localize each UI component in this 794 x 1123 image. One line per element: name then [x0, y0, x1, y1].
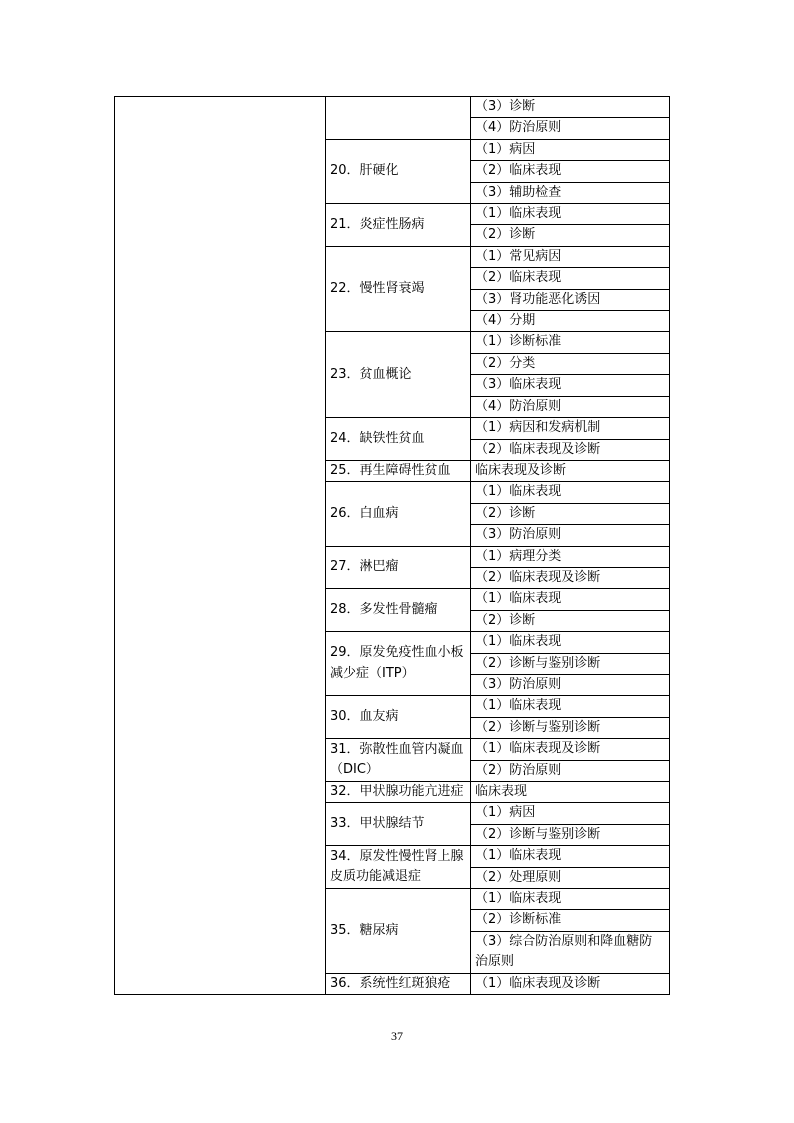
topic-cell: 26．白血病 — [326, 482, 471, 546]
topic-cell: 30．血友病 — [326, 696, 471, 739]
item-cell: （2）诊断 — [471, 503, 670, 524]
item-cell: （3）综合防治原则和降血糖防治原则 — [471, 931, 670, 973]
topic-cell: 33．甲状腺结节 — [326, 803, 471, 846]
topic-cell: 34．原发性慢性肾上腺皮质功能减退症 — [326, 846, 471, 889]
item-cell: （4）防治原则 — [471, 396, 670, 417]
topic-cell — [326, 97, 471, 140]
item-cell: （1）临床表现 — [471, 696, 670, 717]
item-cell: （2）临床表现 — [471, 268, 670, 289]
item-cell: （2）临床表现及诊断 — [471, 439, 670, 460]
item-cell: （2）分类 — [471, 353, 670, 374]
item-cell: （2）防治原则 — [471, 760, 670, 781]
topic-cell: 23．贫血概论 — [326, 332, 471, 418]
item-cell: 临床表现 — [471, 782, 670, 803]
item-cell: （1）临床表现及诊断 — [471, 739, 670, 760]
topic-cell: 36．系统性红斑狼疮 — [326, 973, 471, 994]
topic-cell: 25．再生障碍性贫血 — [326, 460, 471, 481]
topic-cell: 22．慢性肾衰竭 — [326, 246, 471, 332]
topic-cell: 24．缺铁性贫血 — [326, 418, 471, 461]
topic-cell: 35．糖尿病 — [326, 889, 471, 974]
topic-cell: 29．原发免疫性血小板减少症（ITP） — [326, 632, 471, 696]
item-cell: （1）临床表现 — [471, 632, 670, 653]
syllabus-table — [114, 96, 670, 995]
item-cell: （2）临床表现及诊断 — [471, 567, 670, 588]
topic-cell: 21．炎症性肠病 — [326, 204, 471, 247]
item-cell: （4）分期 — [471, 311, 670, 332]
item-cell: （1）诊断标准 — [471, 332, 670, 353]
item-cell: （2）诊断与鉴别诊断 — [471, 717, 670, 738]
item-cell: （2）诊断 — [471, 610, 670, 631]
topic-cell: 20．肝硬化 — [326, 139, 471, 203]
item-cell: （3）辅助检查 — [471, 182, 670, 203]
topic-cell: 27．淋巴瘤 — [326, 546, 471, 589]
item-cell: （2）诊断标准 — [471, 910, 670, 931]
item-cell: （3）临床表现 — [471, 375, 670, 396]
category-cell — [115, 97, 326, 995]
item-cell: 临床表现及诊断 — [471, 460, 670, 481]
item-cell: （1）临床表现 — [471, 204, 670, 225]
topic-cell: 28．多发性骨髓瘤 — [326, 589, 471, 632]
item-cell: （3）防治原则 — [471, 525, 670, 546]
item-cell: （1）临床表现 — [471, 889, 670, 910]
item-cell: （2）诊断 — [471, 225, 670, 246]
item-cell: （1）临床表现及诊断 — [471, 973, 670, 994]
item-cell: （2）诊断与鉴别诊断 — [471, 653, 670, 674]
item-cell: （1）临床表现 — [471, 846, 670, 867]
item-cell: （1）临床表现 — [471, 589, 670, 610]
item-cell: （4）防治原则 — [471, 118, 670, 139]
topic-cell: 32．甲状腺功能亢进症 — [326, 782, 471, 803]
item-cell: （1）病因和发病机制 — [471, 418, 670, 439]
item-cell: （1）病理分类 — [471, 546, 670, 567]
item-cell: （2）诊断与鉴别诊断 — [471, 824, 670, 845]
syllabus-table-body — [115, 97, 670, 995]
item-cell: （3）防治原则 — [471, 674, 670, 695]
item-cell: （3）肾功能恶化诱因 — [471, 289, 670, 310]
item-cell: （1）病因 — [471, 803, 670, 824]
item-cell: （1）常见病因 — [471, 246, 670, 267]
item-cell: （3）诊断 — [471, 97, 670, 118]
item-cell: （2）临床表现 — [471, 161, 670, 182]
item-cell: （1）临床表现 — [471, 482, 670, 503]
topic-cell: 31．弥散性血管内凝血（DIC） — [326, 739, 471, 782]
page-number: 37 — [391, 1029, 403, 1043]
table-row — [115, 97, 670, 118]
item-cell: （2）处理原则 — [471, 867, 670, 888]
item-cell: （1）病因 — [471, 139, 670, 160]
